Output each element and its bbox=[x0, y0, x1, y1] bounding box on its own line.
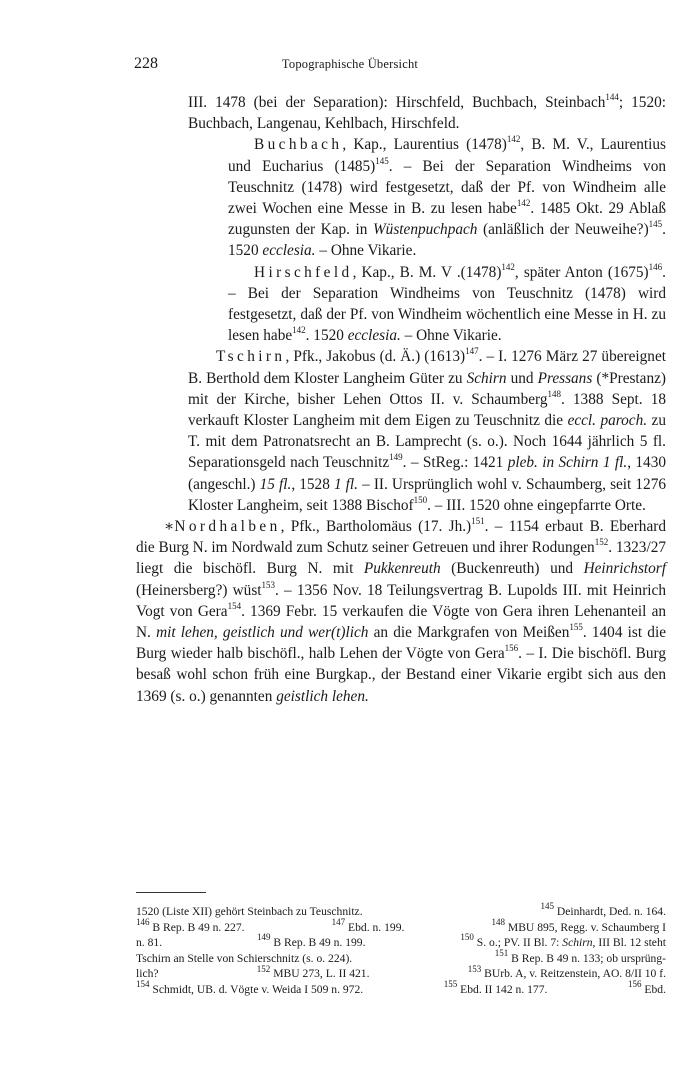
footnote-147: $^{147}$ Ebd. n. 199. bbox=[331, 916, 405, 934]
entry-tschirn: Tschirn, Pfk., Jakobus (d. Ä.) $(1613)^{147}$. – I. 1276 März 27 übereignet B. Berthold dem Kloster Langheim Güter zu Schirn und Pressans (*Prestanz) mit der Kirche, bisher Lehen Ottos II. v. Schaumberg$^{148}$. 1388 Sept. 18 verkauft Kloster Langheim mit dem Eigen zu Teuschnitz die eccl. paroch. zu T. mit dem Patronatsrecht an B. Lamprecht (s. o.). Noch 1644 jährlich 5 fl. Separationsgeld nach Teuschnitz$^{149}$. – StReg.: 1421 pleb. in Schirn 1 fl., 1430 (angeschl.) 15 fl., 1528 1 fl. – II. Ursprünglich wohl v. Schaumberg, seit 1276 Kloster Langheim, seit 1388 Bischof$^{150}$. – III. 1520 ohne eingepfarrte Orte. bbox=[188, 346, 667, 514]
running-title: Topographische Übersicht bbox=[281, 57, 419, 71]
place-name-hirschfeld: Hirschfeld bbox=[254, 263, 353, 281]
footnote-148: $^{148}$ MBU 895, Regg. v. Schaumberg I bbox=[491, 916, 666, 934]
place-name-nordhalben: Nordhalben bbox=[174, 518, 281, 536]
entry-hirschfeld: Hirschfeld, Kap., B. M. V $.(1478)^{142}$, später Anton $(1675)^{146}$. – Bei der Separation Windheims von Teuschnitz (1478) wird festgesetzt, daß der Pf. von Windheim wöchentlich eine Messe in H. zu lesen habe$^{142}$. 1520 ecclesia. – Ohne Vikarie. bbox=[228, 261, 666, 345]
entry-buchbach: Buchbach, Kap., Laurentius $(1478)^{142}$, B. M. V., Laurentius und Eucharius $(1485)^{145}$. – Bei der Separation Windheims von Teuschnitz (1478) wird festgesetzt, daß der Pf. von Windheim alle zwei Wochen eine Messe in B. zu lesen habe$^{142}$. 1485 Okt. 29 Ablaß zugunsten der Kap. in Wüstenpuchpach (anläßlich der Neuweihe?)$^{145}$. 1520 ecclesia. – Ohne Vikarie. bbox=[228, 134, 666, 260]
place-name-tschirn: Tschirn bbox=[216, 348, 286, 366]
footnotes: 1520 (Liste XII) gehört Steinbach zu Teuschnitz. $^{145}$ Deinhardt, Ded. n. 164. $^{146}$ B Rep. B 49 n. 227. $^{147}$ Ebd. n. 199. $^{148}$ MBU 895, Regg. v. Schaumberg I n. 81. $^{149}$ B Rep. B 49 n. 199. $^{150}$ S. o.; PV. II Bl. 7: Schirn, III Bl. 12 steht Tschirn an Stelle von Schierschnitz (s. o. 224). $^{151}$ B Rep. B 49 n. 133; ob ursprüng- lich? $^{152}$ MBU 273, L. II 421. $^{153}$ BUrb. A, v. Reitzenstein, AO. 8/II 10 f. $^{154}$ Schmidt, UB. d. Vögte v. Weida I 509 n. 972. $^{155}$ Ebd. II 142 n. 177. $^{156}$ Ebd. bbox=[136, 901, 666, 996]
footnote-rule bbox=[136, 892, 206, 893]
entry-nordhalben: ∗Nordhalben, Pfk., Bartholomäus (17. Jh.)$^{151}$. – 1154 erbaut B. Eberhard die Burg N. im Nordwald zum Schutz seiner Getreuen und ihrer Rodungen$^{152}$. 1323/27 liegt die bischöfl. Burg N. mit Pukkenreuth (Buckenreuth) und Heinrichstorf (Heinersberg?) wüst$^{153}$. – 1356 Nov. 18 Teilungsvertrag B. Lupolds III. mit Heinrich Vogt von Gera$^{154}$. 1369 Febr. 15 verkaufen die Vögte von Gera ihren Lehenanteil an N. mit lehen, geistlich und wer(t)lich an die Markgrafen von Meißen$^{155}$. 1404 ist die Burg wieder halb bischöfl., halb Lehen der Vögte von Gera$^{156}$. – I. Die bischöfl. Burg besaß wohl schon früh eine Burgkap., der Bestand einer Vikarie ergibt sich aus den 1369 (s. o.) genannten geistlich lehen. bbox=[136, 515, 667, 705]
paragraph-iii-1478: III. 1478 (bei der Separation): Hirschfeld, Buchbach, Steinbach$^{144}$; 1520: Buchbach, Langenau, Kehlbach, Hirschfeld. bbox=[188, 91, 666, 133]
footnote-149: $^{149}$ B Rep. B 49 n. 199. bbox=[256, 932, 366, 950]
footnote-154: $^{154}$ Schmidt, UB. d. Vögte v. Weida I 509 n. 972. bbox=[136, 979, 364, 996]
footnote-144: 1520 (Liste XII) gehört Steinbach zu Teuschnitz. bbox=[136, 905, 363, 918]
page-number: 228 bbox=[134, 55, 158, 72]
footnote-155: $^{155}$ Ebd. II 142 n. 177. bbox=[443, 979, 548, 996]
main-text bbox=[136, 92, 666, 707]
footnote-156: $^{156}$ Ebd. bbox=[628, 979, 666, 996]
footnote-145: $^{145}$ Deinhardt, Ded. n. 164. bbox=[540, 901, 666, 918]
footnote-150: $^{150}$ S. o.; PV. II Bl. 7: Schirn, III Bl. 12 steht bbox=[460, 932, 666, 950]
footnote-151: $^{151}$ B Rep. B 49 n. 133; ob ursprüng- bbox=[494, 947, 666, 965]
footnote-153: $^{153}$ BUrb. A, v. Reitzenstein, AO. 8/II 10 f. bbox=[467, 963, 666, 981]
footnote-146: $^{146}$ B Rep. B 49 n. 227. bbox=[136, 916, 245, 934]
place-name-buchbach: Buchbach bbox=[254, 136, 343, 154]
footnote-152: $^{152}$ MBU 273, L. II 421. bbox=[256, 963, 370, 981]
